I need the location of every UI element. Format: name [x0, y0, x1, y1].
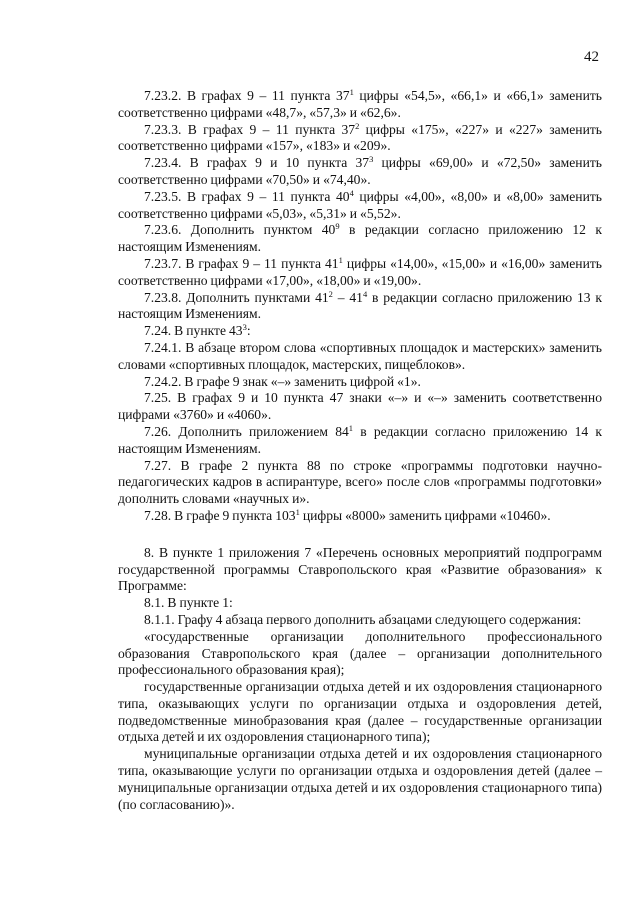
paragraph-text: 7.23.2. В графах 9 – 11 пункта 37	[144, 88, 350, 103]
paragraph-text: цифры «54,5», «66,1» и «66,1» заменить соответственно цифрами «48,7», «57,3» и «62,6».	[118, 88, 602, 120]
paragraph	[118, 122, 602, 156]
paragraph-text: в редакции согласно приложению 13 к настоящим Изменениям.	[118, 289, 602, 322]
paragraph-text: 7.25. В графах 9 и 10 пункта 47 знаки «–» и «–» заменить соответственно цифрами «3760» и «4060».	[118, 390, 602, 423]
paragraph	[118, 629, 602, 679]
section-gap	[118, 525, 602, 545]
paragraph-text: 8.1.1. Графу 4 абзаца первого дополнить абзацами следующего содержания:	[144, 611, 582, 627]
superscript-index: 3	[369, 154, 374, 165]
paragraph-text: 7.23.3. В графах 9 – 11 пункта 37	[144, 121, 356, 137]
paragraph-text: государственные организации отдыха детей и их оздоровления стационарного типа, оказывающих услуги по организации отдыха и оздоровления детей, подведомственные минобразования края (далее – государственные организации отдыха детей и их оздоровления стационарного типа);	[118, 679, 602, 745]
paragraph	[118, 222, 602, 256]
paragraph-text: :	[246, 323, 251, 339]
paragraph-text: цифры «8000» заменить цифрами «10460».	[299, 507, 551, 523]
paragraph	[118, 374, 602, 391]
superscript-index: 1	[348, 422, 354, 433]
superscript-index: 2	[328, 288, 333, 299]
paragraph	[118, 390, 602, 424]
paragraph	[118, 508, 602, 525]
paragraph-text: муниципальные организации отдыха детей и их оздоровления стационарного типа, оказывающие услуги по организации отдыха и оздоровления детей (далее – муниципальные организации отдыха детей и их оздоровления стационарного типа) (по согласованию)».	[118, 746, 602, 812]
paragraph-text: 7.23.8. Дополнить пунктами 41	[144, 289, 329, 305]
paragraph	[118, 323, 602, 340]
superscript-index: 1	[349, 87, 354, 97]
paragraph	[118, 256, 602, 290]
paragraph	[118, 155, 602, 189]
paragraph	[118, 595, 602, 612]
paragraph-text: в редакции согласно приложению 14 к настоящим Изменениям.	[118, 423, 602, 456]
document-body	[118, 88, 602, 813]
paragraph-text: цифры «69,00» и «72,50» заменить соответственно цифрами «70,50» и «74,40».	[118, 155, 602, 187]
paragraph-text: – 41	[332, 289, 363, 305]
paragraph	[118, 290, 602, 324]
paragraph-text: 7.27. В графе 2 пункта 88 по строке «программы подготовки научно-педагогических кадров в аспирантуре, всего» после слов «программы подготовки» дополнить словами «научных и».	[118, 457, 602, 507]
paragraph-text: 7.24. В пункте 43	[144, 323, 243, 339]
paragraph-text: 7.23.7. В графах 9 – 11 пункта 41	[144, 255, 339, 271]
paragraph-text: 8.1. В пункте 1:	[144, 595, 233, 611]
paragraph	[118, 545, 602, 595]
paragraph-text: «государственные организации дополнительного профессионального образования Ставропольского края (далее – организации дополнительного профессионального образования края);	[118, 628, 602, 678]
paragraph-text: 7.23.6. Дополнить пунктом 40	[144, 222, 336, 238]
superscript-index: 4	[362, 288, 368, 299]
superscript-index: 9	[335, 221, 340, 232]
paragraph-text: цифры «4,00», «8,00» и «8,00» заменить соответственно цифрами «5,03», «5,31» и «5,52».	[118, 188, 602, 221]
superscript-index: 1	[338, 254, 343, 265]
paragraph-text: цифры «175», «227» и «227» заменить соответственно цифрами «157», «183» и «209».	[118, 121, 602, 154]
page-number: 42	[584, 49, 599, 65]
paragraph	[118, 340, 602, 374]
superscript-index: 4	[349, 187, 354, 198]
paragraph-text: 7.24.2. В графе 9 знак «–» заменить цифрой «1».	[144, 373, 421, 389]
paragraph	[118, 679, 602, 746]
superscript-index: 3	[242, 322, 247, 333]
paragraph-text: 7.28. В графе 9 пункта 103	[144, 507, 296, 523]
superscript-index: 1	[295, 506, 300, 517]
paragraph	[118, 458, 602, 508]
paragraph-text: цифры «14,00», «15,00» и «16,00» заменить соответственно цифрами «17,00», «18,00» и «19,00».	[118, 255, 602, 288]
paragraph-text: 7.26. Дополнить приложением 84	[144, 423, 349, 439]
paragraph	[118, 746, 602, 813]
paragraph	[118, 424, 602, 458]
paragraph-text: 7.24.1. В абзаце втором слова «спортивных площадок и мастерских» заменить словами «спортивных площадок, мастерских, пищеблоков».	[118, 339, 602, 372]
paragraph-text: 7.23.5. В графах 9 – 11 пункта 40	[144, 188, 350, 204]
paragraph	[118, 189, 602, 223]
paragraph	[118, 88, 602, 122]
paragraph-text: 7.23.4. В графах 9 и 10 пункта 37	[144, 155, 370, 171]
superscript-index: 2	[355, 120, 360, 131]
paragraph-text: в редакции согласно приложению 12 к настоящим Изменениям.	[118, 222, 602, 255]
paragraph	[118, 612, 602, 629]
paragraph-text: 8. В пункте 1 приложения 7 «Перечень основных мероприятий подпрограмм государственной программы Ставропольского края «Развитие образования» к Программе:	[118, 544, 602, 594]
